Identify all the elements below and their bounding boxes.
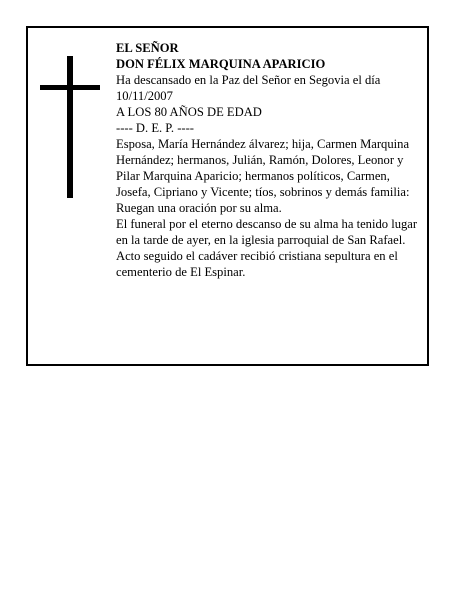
age-line: A LOS 80 AÑOS DE EDAD	[116, 105, 262, 119]
family-paragraph: Esposa, María Hernández álvarez; hija, Carmen Marquina Hernández; hermanos, Julián, Ramón, Dolores, Leonor y Pilar Marquina Aparicio; hermanos políticos, Carmen, Josefa, Cipriano y Vicente; tíos, sobrinos y demás familia:	[116, 137, 410, 199]
prayer-line: Ruegan una oración por su alma.	[116, 201, 282, 215]
obituary-notice	[26, 26, 429, 366]
cross-icon	[40, 56, 100, 198]
cross-horizontal-bar	[40, 85, 100, 90]
funeral-paragraph: El funeral por el eterno descanso de su alma ha tenido lugar en la tarde de ayer, en la iglesia parroquial de San Rafael. Acto seguido el cadáver recibió cristiana sepultura en el cementerio de El Espinar.	[116, 217, 418, 279]
cross-vertical-bar	[67, 56, 73, 198]
title-line-1: EL SEÑOR	[116, 41, 179, 55]
rip-line: ---- D. E. P. ----	[116, 121, 194, 135]
obituary-text	[116, 40, 422, 280]
rest-announcement: Ha descansado en la Paz del Señor en Segovia el día 10/11/2007	[116, 73, 381, 103]
deceased-name: DON FÉLIX MARQUINA APARICIO	[116, 57, 326, 71]
